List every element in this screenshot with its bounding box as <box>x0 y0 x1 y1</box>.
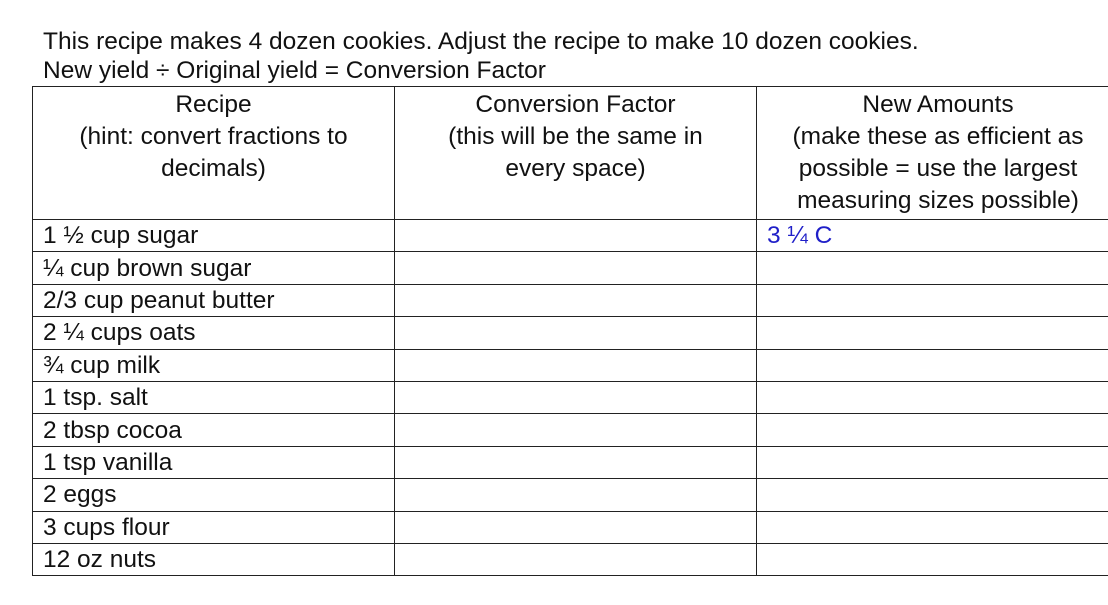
table-row <box>33 479 1108 511</box>
header-new-amounts <box>757 87 1108 220</box>
header-recipe-line: decimals) <box>161 155 266 182</box>
conversion-factor-cell[interactable] <box>395 381 757 413</box>
recipe-cell: 3 cups flour <box>33 511 395 543</box>
recipe-cell: 12 oz nuts <box>33 543 395 575</box>
instruction-line-1: This recipe makes 4 dozen cookies. Adjust the recipe to make 10 dozen cookies. <box>43 28 919 55</box>
new-amount-cell[interactable]: 3 ¼ C <box>757 220 1108 252</box>
table-row <box>33 317 1108 349</box>
header-row <box>33 87 1108 220</box>
table-row <box>33 381 1108 413</box>
recipe-cell: 2 eggs <box>33 479 395 511</box>
conversion-factor-cell[interactable] <box>395 220 757 252</box>
conversion-factor-cell[interactable] <box>395 252 757 284</box>
header-conversion-factor <box>395 87 757 220</box>
header-new-line: (make these as efficient as <box>792 123 1084 150</box>
new-amount-cell[interactable] <box>757 446 1108 478</box>
table-row <box>33 252 1108 284</box>
recipe-cell: 2/3 cup peanut butter <box>33 284 395 316</box>
conversion-factor-cell[interactable] <box>395 511 757 543</box>
conversion-factor-cell[interactable] <box>395 446 757 478</box>
header-new-line: measuring sizes possible) <box>797 187 1079 214</box>
table-row <box>33 349 1108 381</box>
conversion-factor-cell[interactable] <box>395 479 757 511</box>
new-amount-cell[interactable] <box>757 284 1108 316</box>
recipe-cell: 1 ½ cup sugar <box>33 220 395 252</box>
header-recipe-line: (hint: convert fractions to <box>79 123 348 150</box>
new-amount-cell[interactable] <box>757 543 1108 575</box>
header-recipe-line: Recipe <box>175 91 252 118</box>
recipe-cell: ¾ cup milk <box>33 349 395 381</box>
instructions <box>43 27 919 85</box>
conversion-factor-cell[interactable] <box>395 317 757 349</box>
table-row <box>33 543 1108 575</box>
recipe-cell: 1 tsp vanilla <box>33 446 395 478</box>
new-amount-cell[interactable] <box>757 414 1108 446</box>
table-row <box>33 284 1108 316</box>
table-row <box>33 414 1108 446</box>
header-factor-line: every space) <box>505 155 646 182</box>
new-amount-cell[interactable] <box>757 511 1108 543</box>
header-new-line: possible = use the largest <box>798 155 1078 182</box>
header-factor-line: (this will be the same in <box>448 123 703 150</box>
recipe-cell: 2 tbsp cocoa <box>33 414 395 446</box>
new-amount-cell[interactable] <box>757 317 1108 349</box>
instruction-line-2: New yield ÷ Original yield = Conversion Factor <box>43 57 546 84</box>
table-row <box>33 220 1108 252</box>
header-factor-line: Conversion Factor <box>475 91 676 118</box>
new-amount-cell[interactable] <box>757 252 1108 284</box>
recipe-cell: 2 ¼ cups oats <box>33 317 395 349</box>
table-row <box>33 446 1108 478</box>
header-new-line: New Amounts <box>862 91 1014 118</box>
conversion-factor-cell[interactable] <box>395 284 757 316</box>
recipe-cell: 1 tsp. salt <box>33 381 395 413</box>
conversion-factor-cell[interactable] <box>395 543 757 575</box>
recipe-cell: ¼ cup brown sugar <box>33 252 395 284</box>
header-recipe <box>33 87 395 220</box>
new-amount-cell[interactable] <box>757 349 1108 381</box>
recipe-conversion-table <box>32 86 1108 576</box>
table-row <box>33 511 1108 543</box>
conversion-factor-cell[interactable] <box>395 414 757 446</box>
conversion-factor-cell[interactable] <box>395 349 757 381</box>
new-amount-cell[interactable] <box>757 479 1108 511</box>
new-amount-cell[interactable] <box>757 381 1108 413</box>
